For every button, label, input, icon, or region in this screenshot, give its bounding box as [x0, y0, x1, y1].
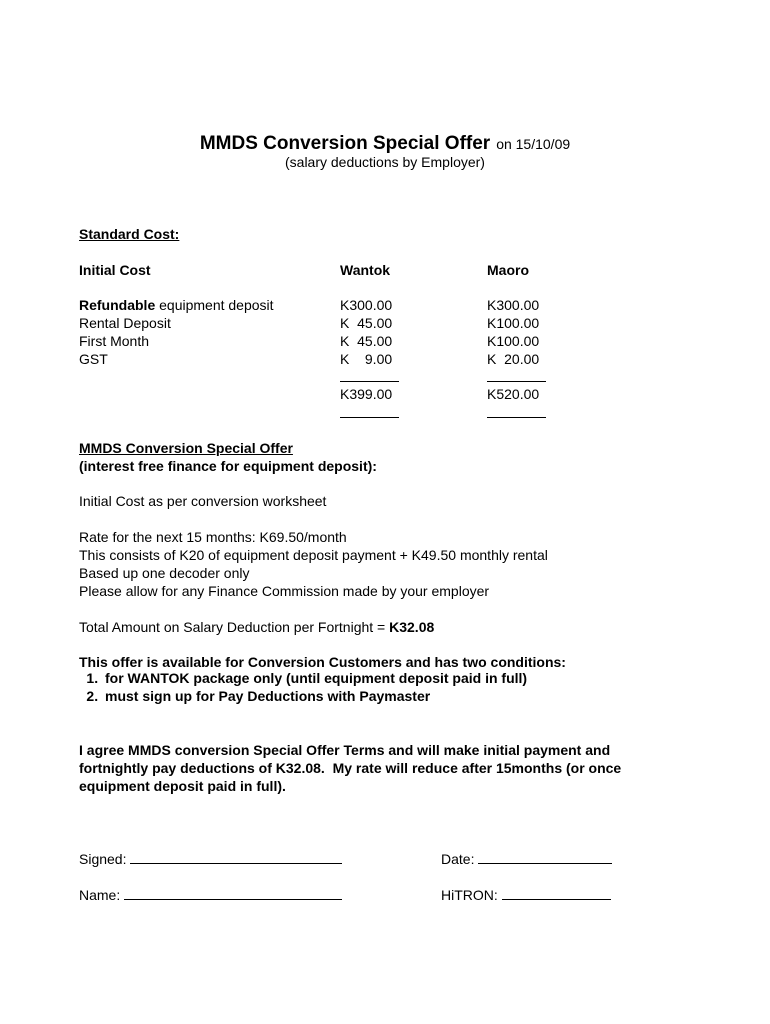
condition-item: 2. must sign up for Pay Deductions with Paymaster: [102, 687, 527, 705]
agreement-line: equipment deposit paid in full).: [79, 778, 286, 794]
maoro-cost-value: K100.00: [487, 315, 540, 331]
document-title: [0, 133, 770, 155]
wantok-cost-value: K300.00: [340, 297, 393, 313]
special-offer-subheading: (interest free finance for equipment deposit):: [79, 458, 377, 474]
wantok-column-header: Wantok: [340, 262, 391, 278]
title-text: MMDS Conversion Special Offer: [199, 133, 491, 154]
maoro-cost-value: K 20.00: [487, 351, 540, 367]
conditions-list: [79, 669, 527, 705]
salary-deduction-label: Total Amount on Salary Deduction per Fortnight =: [79, 619, 390, 635]
hitron-label: HiTRON:: [441, 887, 498, 903]
agreement-line: I agree MMDS conversion Special Offer Terms and will make initial payment and: [79, 742, 611, 758]
cost-row-label: [79, 296, 274, 314]
salary-deduction-total: [79, 618, 434, 636]
name-field[interactable]: [79, 885, 342, 904]
signed-label: Signed:: [79, 851, 127, 867]
cost-row-label: GST: [79, 351, 108, 367]
name-line[interactable]: [124, 885, 342, 900]
wantok-cost-value: K 45.00: [340, 315, 393, 331]
initial-cost-column-header: Initial Cost: [79, 262, 151, 278]
signed-field[interactable]: [79, 849, 342, 868]
special-offer-heading: MMDS Conversion Special Offer: [79, 440, 293, 456]
agreement-statement: [79, 741, 679, 795]
initial-cost-note: Initial Cost as per conversion worksheet: [79, 493, 327, 509]
wantok-cost-value: K 9.00: [340, 351, 393, 367]
condition-item: 1. for WANTOK package only (until equipment deposit paid in full): [102, 669, 527, 687]
wantok-total-value: K399.00: [340, 386, 393, 402]
offer-detail-line: Please allow for any Finance Commission made by your employer: [79, 583, 490, 599]
cost-row-label: Rental Deposit: [79, 315, 171, 331]
maoro-total-rule: [487, 417, 546, 418]
wantok-sum-rule: [340, 381, 399, 382]
maoro-sum-rule: [487, 381, 546, 382]
cost-row-label: First Month: [79, 333, 150, 349]
wantok-cost-value: K 45.00: [340, 333, 393, 349]
refundable-bold-text: Refundable: [79, 297, 156, 313]
document-subtitle: (salary deductions by Employer): [285, 154, 485, 170]
name-label: Name:: [79, 887, 121, 903]
maoro-cost-value: K300.00: [487, 297, 540, 313]
maoro-column-header: Maoro: [487, 262, 529, 278]
offer-detail-line: This consists of K20 of equipment deposit payment + K49.50 monthly rental: [79, 547, 548, 563]
hitron-line[interactable]: [502, 885, 611, 900]
maoro-cost-value: K100.00: [487, 333, 540, 349]
agreement-line: fortnightly pay deductions of K32.08. My rate will reduce after 15months (or once: [79, 760, 622, 776]
date-label: Date:: [441, 851, 475, 867]
title-date: on 15/10/09: [496, 136, 571, 152]
wantok-total-rule: [340, 417, 399, 418]
cost-row-label-text: equipment deposit: [155, 297, 274, 313]
standard-cost-heading: Standard Cost:: [79, 226, 180, 242]
offer-detail-line: Rate for the next 15 months: K69.50/month: [79, 529, 347, 545]
date-line[interactable]: [478, 849, 612, 864]
maoro-total-value: K520.00: [487, 386, 540, 402]
signed-line[interactable]: [130, 849, 342, 864]
conditions-intro: This offer is available for Conversion Customers and has two conditions:: [79, 654, 566, 670]
date-field[interactable]: [441, 849, 612, 868]
offer-detail-line: Based up one decoder only: [79, 565, 250, 581]
hitron-field[interactable]: [441, 885, 611, 904]
salary-deduction-amount: K32.08: [389, 619, 435, 635]
